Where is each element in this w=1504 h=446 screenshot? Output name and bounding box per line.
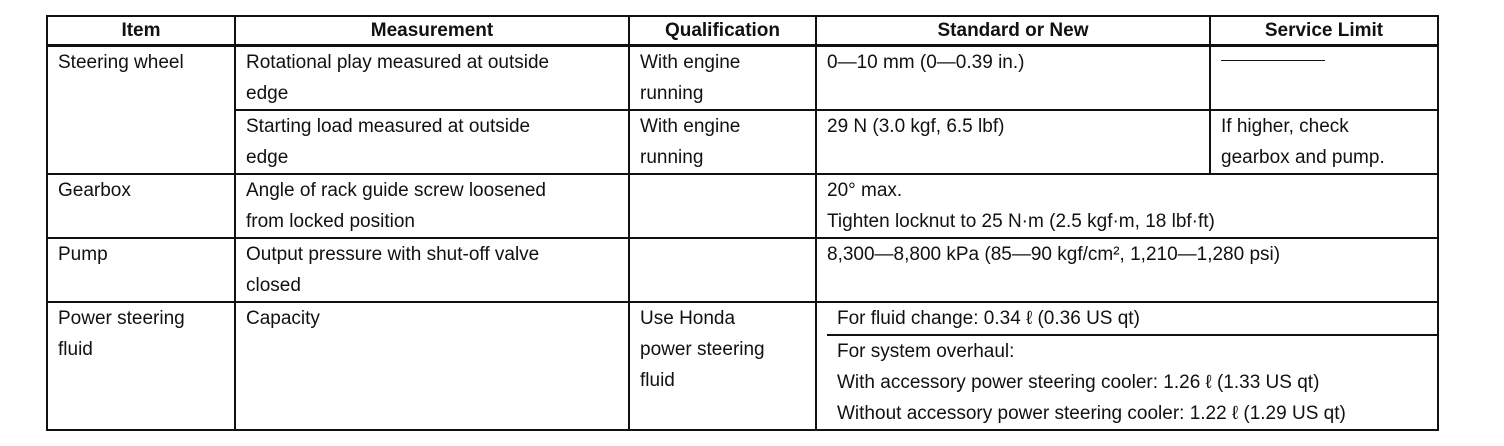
table-row: [47, 110, 1438, 174]
cell-text: Steering wheel: [58, 52, 184, 73]
cell-item: [47, 46, 235, 175]
cell-text: Starting load measured at outside: [246, 116, 531, 137]
cell-measurement: [235, 110, 629, 174]
cell-measurement: [235, 174, 629, 238]
cell-standard: [816, 110, 1210, 174]
table-row: [47, 238, 1438, 302]
cell-text: fluid: [640, 370, 675, 391]
cell-text: 8,300—8,800 kPa (85—90 kgf/cm², 1,210—1,280 psi): [827, 244, 1281, 265]
table-row: [47, 302, 1438, 430]
cell-text: With engine: [640, 52, 741, 73]
cell-item: [47, 302, 235, 430]
cell-text: With accessory power steering cooler: 1.26 ℓ (1.33 US qt): [837, 372, 1320, 393]
cell-text: Capacity: [246, 308, 320, 329]
fluid-change-subcell: [827, 303, 1437, 336]
cell-text: running: [640, 147, 704, 168]
cell-standard: [816, 238, 1438, 302]
cell-text: Output pressure with shut-off valve: [246, 244, 540, 265]
cell-text: gearbox and pump.: [1221, 147, 1385, 168]
cell-text: Gearbox: [58, 180, 131, 201]
cell-text: from locked position: [246, 211, 415, 232]
cell-item: [47, 238, 235, 302]
cell-standard: [816, 302, 1438, 430]
cell-qualification: [629, 238, 816, 302]
cell-text: Tighten locknut to 25 N·m (2.5 kgf·m, 18 lbf·ft): [827, 211, 1215, 232]
cell-text: power steering: [640, 339, 765, 360]
cell-text: running: [640, 83, 704, 104]
cell-text: 20° max.: [827, 180, 903, 201]
cell-text: With engine: [640, 116, 741, 137]
cell-text: Angle of rack guide screw loosened: [246, 180, 546, 201]
header-measurement: Measurement: [235, 16, 629, 46]
cell-qualification: [629, 174, 816, 238]
cell-text: If higher, check: [1221, 116, 1349, 137]
cell-text: Pump: [58, 244, 108, 265]
cell-measurement: [235, 46, 629, 111]
cell-text: 0—10 mm (0—0.39 in.): [827, 52, 1025, 73]
cell-text: For fluid change: 0.34 ℓ (0.36 US qt): [837, 308, 1140, 329]
specifications-table: [46, 15, 1439, 431]
cell-qualification: [629, 110, 816, 174]
cell-service-limit: [1210, 110, 1438, 174]
cell-standard: [816, 46, 1210, 111]
table-header-row: [47, 16, 1438, 46]
header-standard-or-new: Standard or New: [816, 16, 1210, 46]
cell-standard: [816, 174, 1438, 238]
cell-text: Rotational play measured at outside: [246, 52, 550, 73]
cell-text: For system overhaul:: [837, 341, 1015, 362]
cell-text: edge: [246, 83, 289, 104]
cell-qualification: [629, 46, 816, 111]
cell-qualification: [629, 302, 816, 430]
cell-measurement: [235, 302, 629, 430]
cell-text: 29 N (3.0 kgf, 6.5 lbf): [827, 116, 1005, 137]
cell-text: Use Honda: [640, 308, 736, 329]
table-row: [47, 46, 1438, 111]
cell-text: Without accessory power steering cooler: 1.22 ℓ (1.29 US qt): [837, 403, 1346, 424]
table-row: [47, 174, 1438, 238]
header-item: Item: [47, 16, 235, 46]
header-service-limit: Service Limit: [1210, 16, 1438, 46]
system-overhaul-subcell: [827, 336, 1437, 429]
header-qualification: Qualification: [629, 16, 816, 46]
cell-text: closed: [246, 275, 301, 296]
cell-text: edge: [246, 147, 289, 168]
cell-item: [47, 174, 235, 238]
cell-service-limit: [1210, 46, 1438, 111]
cell-text: Power steering: [58, 308, 185, 329]
dash-placeholder: [1221, 60, 1325, 61]
cell-measurement: [235, 238, 629, 302]
cell-text: fluid: [58, 339, 93, 360]
